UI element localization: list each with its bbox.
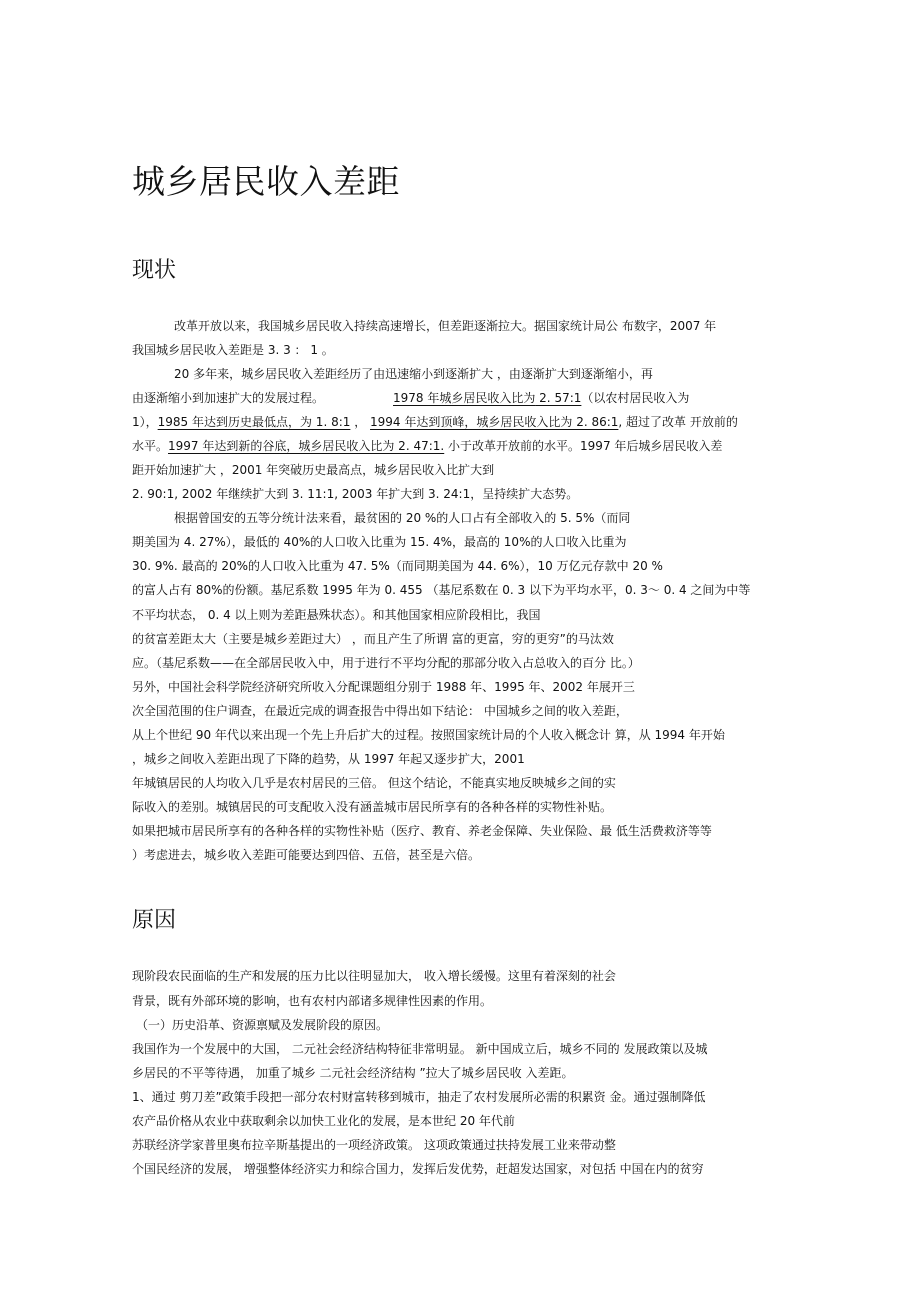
document-title: 城乡居民收入差距 (132, 162, 400, 201)
paragraph-line: 如果把城市居民所享有的各种各样的实物性补贴（医疗、教育、养老金保障、失业保险、最 低生活费救济等等 (132, 824, 712, 838)
section-heading-status: 现状 (132, 258, 177, 283)
paragraph-line: ）考虑进去，城乡收入差距可能要达到四倍、五倍，甚至是六倍。 (132, 848, 481, 862)
paragraph-line: 我国作为一个发展中的大国， 二元社会经济结构特征非常明显。 新中国成立后，城乡不同的 发展政策以及城 (132, 1042, 708, 1056)
paragraph-line: 应。（基尼系数——在全部居民收入中，用于进行不平均分配的那部分收入占总收入的百分 比。） (132, 656, 640, 670)
paragraph-line: 我国城乡居民收入差距是 3. 3 ： 1 。 (132, 343, 334, 357)
paragraph-line: 20 多年来，城乡居民收入差距经历了由迅速缩小到逐渐扩大 ，由逐渐扩大到逐渐缩小，再 (174, 367, 653, 381)
paragraph-line: 的富人占有 80%的份额。基尼系数 1995 年为 0. 455 （基尼系数在 0. 3 以下为平均水平，0. 3～ 0. 4 之间为中等 (132, 583, 751, 597)
paragraph-line: 根据曾国安的五等分统计法来看，最贫困的 20 %的人口占有全部收入的 5. 5%（而同 (174, 511, 631, 525)
paragraph-line: 的贫富差距太大（主要是城乡差距过大） ，而且产生了所谓 富的更富，穷的更穷”的马汰效 (132, 632, 614, 646)
paragraph-line: 不平均状态， 0. 4 以上则为差距悬殊状态）。和其他国家相应阶段相比，我国 (132, 608, 541, 622)
paragraph-line (393, 389, 689, 407)
paragraph-line: 30. 9%. 最高的 20%的人口收入比重为 47. 5%（而同期美国为 44. 6%），10 万亿元存款中 20 % (132, 559, 663, 573)
paragraph-line: 1、通过 剪刀差”政策手段把一部分农村财富转移到城市，抽走了农村发展所必需的积累资 金。通过强制降低 (132, 1090, 706, 1104)
paragraph-line: 农产品价格从农业中获取剩余以加快工业化的发展，是本世纪 20 年代前 (132, 1114, 515, 1128)
underlined-segment: 1994 年达到顶峰，城乡居民收入比为 2. 86:1 (370, 415, 619, 429)
paragraph-line: 期美国为 4. 27%），最低的 40%的人口收入比重为 15. 4%，最高的 10%的人口收入比重为 (132, 535, 627, 549)
underlined-segment: 1997 年达到新的谷底，城乡居民收入比为 2. 47:1. (168, 439, 445, 453)
section-heading-causes: 原因 (132, 908, 177, 933)
paragraph-line: 次全国范围的住户调查，在最近完成的调查报告中得出如下结论： 中国城乡之间的收入差距， (132, 704, 628, 718)
paragraph-line (132, 437, 722, 455)
paragraph-line: 年城镇居民的人均收入几乎是农村居民的三倍。 但这个结论，不能真实地反映城乡之间的实 (132, 776, 616, 790)
paragraph-line: 改革开放以来，我国城乡居民收入持续高速增长，但差距逐渐拉大。据国家统计局公 布数字，2007 年 (174, 319, 717, 333)
underlined-segment: 2. 57:1 (535, 391, 582, 405)
underlined-segment: 1978 年城乡居民收入比为 (393, 391, 536, 405)
paragraph-line: （一）历史沿革、资源禀赋及发展阶段的原因。 (136, 1018, 389, 1032)
line-segment: 小于改革开放前的水平。1997 年后城乡居民收入差 (444, 439, 723, 453)
paragraph-line: 现阶段农民面临的生产和发展的压力比以往明显加大， 收入增长缓慢。这里有着深刻的社会 (132, 969, 616, 983)
paragraph-line: ，城乡之间收入差距出现了下降的趋势，从 1997 年起又逐步扩大，2001 (132, 752, 525, 766)
paragraph-line: 2. 90:1, 2002 年继续扩大到 3. 11:1, 2003 年扩大到 3. 24:1，呈持续扩大态势。 (132, 487, 579, 501)
underlined-segment: 1985 年达到历史最低点，为 1. 8:1 (157, 415, 351, 429)
line-segment: , 超过了改革 开放前的 (618, 415, 738, 429)
paragraph-line: 苏联经济学家普里奥布拉辛斯基提出的一项经济政策。 这项政策通过扶持发展工业来带动整 (132, 1138, 616, 1152)
line-segment: 水平。 (132, 439, 169, 453)
paragraph-line: 距开始加速扩大 ，2001 年突破历史最高点，城乡居民收入比扩大到 (132, 463, 495, 477)
paragraph-line: 乡居民的不平等待遇， 加重了城乡 二元社会经济结构 ”拉大了城乡居民收 入差距。 (132, 1066, 574, 1080)
paragraph-line: 际收入的差别。城镇居民的可支配收入没有涵盖城市居民所享有的各种各样的实物性补贴。 (132, 800, 613, 814)
paragraph-line (132, 389, 324, 407)
paragraph-line (132, 413, 738, 431)
paragraph-line: 个国民经济的发展， 增强整体经济实力和综合国力，发挥后发优势，赶超发达国家，对包括 中国在内的贫穷 (132, 1162, 704, 1176)
line-segment: ， (350, 415, 371, 429)
paragraph-line: 另外，中国社会科学院经济研究所收入分配课题组分别于 1988 年、1995 年、2002 年展开三 (132, 680, 635, 694)
line-segment: 由逐渐缩小到加速扩大的发展过程。 (132, 391, 325, 405)
line-segment: 1）， (132, 415, 158, 429)
paragraph-line: 背景，既有外部环境的影响，也有农村内部诸多规律性因素的作用。 (132, 994, 493, 1008)
paragraph-line: 从上个世纪 90 年代以来出现一个先上升后扩大的过程。按照国家统计局的个人收入概念计 算，从 1994 年开始 (132, 728, 725, 742)
line-segment: （以农村居民收入为 (581, 391, 690, 405)
